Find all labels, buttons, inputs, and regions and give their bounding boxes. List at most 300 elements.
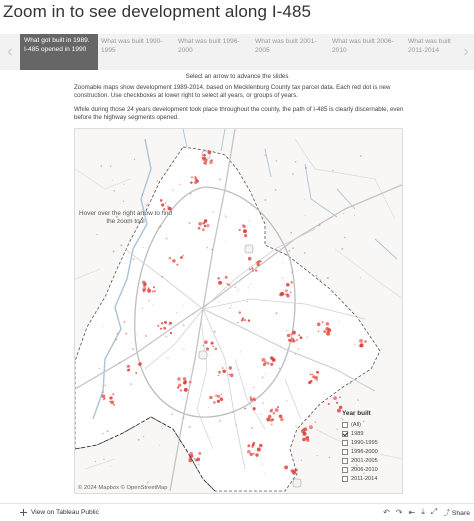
- development-dot: [247, 450, 251, 454]
- legend-item-label: 2006-2010: [351, 466, 378, 473]
- development-dot: [101, 394, 105, 398]
- development-dot: [210, 354, 211, 355]
- legend-item-label: 2011-2014: [351, 475, 378, 482]
- development-dot: [268, 415, 272, 419]
- development-dot: [191, 176, 193, 178]
- development-dot: [218, 371, 221, 374]
- development-dot: [190, 193, 192, 195]
- development-dot: [364, 340, 367, 343]
- development-dot: [204, 219, 207, 222]
- development-dot: [142, 289, 144, 291]
- development-dot: [189, 381, 192, 384]
- development-dot: [143, 247, 144, 248]
- development-dot: [217, 400, 220, 403]
- development-dot: [319, 279, 321, 281]
- legend-item-label: 1996-2000: [351, 448, 378, 455]
- development-dot: [360, 277, 361, 278]
- development-dot: [298, 334, 300, 336]
- development-dot: [142, 194, 143, 195]
- development-dot: [159, 445, 160, 446]
- development-dot: [167, 357, 168, 358]
- development-dot: [263, 363, 266, 366]
- development-dot: [143, 436, 144, 437]
- development-dot: [204, 340, 208, 344]
- development-dot: [188, 458, 192, 462]
- development-dot: [109, 396, 112, 399]
- development-dot: [255, 270, 257, 272]
- development-dot: [158, 227, 159, 228]
- development-dot: [172, 189, 173, 190]
- development-dot: [316, 455, 317, 456]
- development-dot: [198, 464, 199, 465]
- development-dot: [225, 384, 226, 385]
- development-dot: [316, 275, 318, 277]
- share-label: Share: [451, 510, 470, 517]
- development-dot: [193, 314, 194, 315]
- development-dot: [115, 310, 116, 311]
- development-dot: [102, 433, 104, 435]
- development-dot: [254, 410, 255, 411]
- development-dot: [202, 157, 204, 159]
- development-dot: [232, 412, 233, 413]
- development-dot: [182, 255, 184, 257]
- development-dot: [280, 418, 284, 422]
- development-dot: [304, 199, 305, 200]
- development-dot: [273, 412, 275, 414]
- development-dot: [176, 312, 177, 313]
- development-dot: [306, 439, 309, 442]
- development-dot: [354, 344, 355, 345]
- development-dot: [332, 170, 334, 172]
- development-dot: [343, 213, 344, 214]
- development-dot: [214, 331, 216, 333]
- development-dot: [160, 328, 162, 330]
- development-dot: [190, 369, 191, 370]
- development-dot: [113, 404, 115, 406]
- development-dot: [270, 409, 273, 412]
- legend-checkbox[interactable]: [342, 440, 348, 446]
- next-arrow-icon[interactable]: ›: [463, 43, 469, 60]
- development-dot: [165, 202, 166, 203]
- development-dot: [298, 348, 299, 349]
- development-dot: [306, 337, 307, 338]
- previous-arrow-icon[interactable]: ‹: [7, 43, 13, 60]
- development-dot: [296, 339, 298, 341]
- development-dot: [265, 374, 266, 375]
- legend-item[interactable]: [342, 429, 404, 438]
- development-dot: [285, 289, 288, 292]
- development-dot: [198, 227, 201, 230]
- development-dot: [204, 225, 206, 227]
- development-dot: [270, 418, 273, 421]
- development-dot: [119, 362, 120, 363]
- development-dot: [262, 358, 266, 362]
- development-dot: [339, 396, 341, 398]
- development-dot: [309, 416, 311, 418]
- development-dot: [339, 406, 342, 409]
- hover-note: Hover over the right arrow to find the zoom tool: [78, 210, 173, 226]
- development-dot: [202, 154, 203, 155]
- development-dot: [253, 397, 256, 400]
- development-dot: [248, 257, 251, 260]
- story-point-2006-2010[interactable]: What was built 2006-2010: [332, 38, 394, 54]
- legend-item[interactable]: [342, 447, 404, 456]
- development-dot: [169, 324, 171, 326]
- development-dot: [183, 324, 185, 326]
- development-dot: [261, 464, 262, 465]
- development-dot: [303, 427, 307, 431]
- development-dot: [251, 427, 253, 429]
- development-dot: [313, 376, 314, 377]
- footer-bar: [0, 503, 474, 521]
- legend-item-label: 2001-2005: [351, 457, 378, 464]
- development-dot: [161, 426, 162, 427]
- development-dot: [271, 424, 273, 426]
- development-dot: [292, 471, 296, 475]
- development-dot: [240, 351, 241, 352]
- development-dot: [293, 339, 296, 342]
- development-dot: [113, 251, 115, 253]
- page-title: Zoom in to see development along I-485: [3, 2, 312, 21]
- development-dot: [115, 339, 117, 341]
- development-dot: [240, 182, 241, 183]
- footer-toolbar: [383, 507, 470, 517]
- development-dot: [286, 283, 290, 287]
- development-dot: [228, 284, 230, 286]
- development-dot: [253, 453, 255, 455]
- development-dot: [265, 473, 266, 474]
- development-dot: [247, 444, 250, 447]
- development-dot: [239, 369, 240, 370]
- development-dot: [218, 281, 222, 285]
- development-dot: [179, 184, 180, 185]
- development-dot: [246, 301, 248, 303]
- development-dot: [162, 428, 163, 429]
- development-dot: [153, 304, 154, 305]
- development-dot: [120, 244, 122, 246]
- development-dot: [112, 180, 113, 181]
- story-point-1990-1995[interactable]: What was built 1990-1995: [101, 38, 163, 54]
- redo-icon[interactable]: ↷: [395, 507, 403, 517]
- development-dot: [127, 333, 128, 334]
- development-dot: [250, 396, 252, 398]
- development-dot: [237, 322, 238, 323]
- development-dot: [284, 293, 286, 295]
- development-dot: [173, 260, 174, 261]
- development-dot: [360, 343, 364, 347]
- development-dot: [290, 232, 292, 234]
- development-dot: [167, 206, 169, 208]
- legend-item[interactable]: [342, 474, 404, 483]
- development-dot: [206, 224, 209, 227]
- development-dot: [275, 189, 277, 191]
- development-dot: [104, 385, 106, 387]
- development-dot: [284, 465, 288, 469]
- development-dot: [338, 321, 339, 322]
- development-dot: [112, 393, 114, 395]
- development-dot: [95, 461, 96, 462]
- development-dot: [148, 300, 150, 302]
- development-dot: [244, 408, 246, 410]
- development-dot: [317, 322, 321, 326]
- development-dot: [154, 290, 156, 292]
- development-dot: [169, 257, 172, 260]
- development-dot: [295, 426, 296, 427]
- instruction-text: Select an arrow to advance the slides: [185, 73, 289, 80]
- development-dot: [224, 215, 225, 216]
- development-dot: [194, 176, 196, 178]
- development-dot: [138, 363, 141, 366]
- development-dot: [198, 222, 202, 226]
- development-dot: [244, 234, 247, 237]
- development-dot: [264, 199, 266, 201]
- legend-checkbox[interactable]: [342, 422, 348, 428]
- undo-icon[interactable]: ↶: [383, 507, 390, 517]
- development-dot: [242, 224, 244, 226]
- development-dot: [166, 336, 168, 338]
- development-dot: [300, 336, 303, 339]
- development-dot: [202, 228, 205, 231]
- development-dot: [286, 330, 287, 331]
- development-dot: [336, 402, 338, 404]
- development-dot: [249, 220, 250, 221]
- development-dot: [194, 458, 196, 460]
- development-dot: [290, 333, 292, 335]
- development-dot: [229, 366, 232, 369]
- development-dot: [307, 436, 309, 438]
- development-dot: [277, 406, 279, 408]
- development-dot: [244, 181, 245, 182]
- development-dot: [218, 277, 220, 279]
- legend-checkbox[interactable]: [342, 449, 348, 455]
- development-dot: [249, 268, 251, 270]
- revert-icon[interactable]: ⇤: [408, 507, 416, 517]
- development-dot: [208, 151, 212, 155]
- development-dot: [103, 459, 104, 460]
- development-dot: [123, 321, 125, 323]
- development-dot: [252, 444, 254, 446]
- development-dot: [287, 334, 290, 337]
- development-dot: [214, 347, 217, 350]
- map-attribution[interactable]: © 2024 Mapbox © OpenStreetMap: [78, 485, 168, 491]
- development-dot: [243, 229, 247, 233]
- development-dot: [281, 292, 284, 295]
- development-dot: [260, 261, 262, 263]
- development-dot: [133, 258, 135, 260]
- development-dot: [231, 305, 232, 306]
- development-dot: [180, 389, 182, 391]
- development-dot: [237, 289, 238, 290]
- development-dot: [288, 250, 290, 252]
- development-dot: [184, 388, 188, 392]
- development-dot: [96, 234, 97, 235]
- development-dot: [219, 420, 221, 422]
- development-dot: [114, 190, 116, 192]
- development-dot: [318, 331, 320, 333]
- development-dot: [302, 428, 303, 429]
- development-dot: [270, 356, 274, 360]
- development-dot: [292, 173, 294, 175]
- development-dot: [290, 292, 291, 293]
- development-dot: [164, 321, 167, 324]
- development-dot: [295, 354, 296, 355]
- development-dot: [260, 413, 261, 414]
- development-dot: [333, 396, 337, 400]
- development-dot: [218, 375, 219, 376]
- development-dot: [109, 400, 111, 402]
- development-dot: [262, 402, 263, 403]
- development-dot: [181, 256, 183, 258]
- development-dot: [270, 363, 273, 366]
- development-dot: [325, 285, 326, 286]
- development-dot: [178, 384, 181, 387]
- development-dot: [250, 398, 253, 401]
- development-dot: [203, 154, 206, 157]
- description-paragraph-2: While during those 24 years development took place throughout the county, the path of I-485 is clearly discernable, even before the highway segments opened.: [74, 106, 404, 122]
- development-dot: [116, 333, 118, 335]
- development-dot: [236, 424, 237, 425]
- development-dot: [251, 267, 253, 269]
- development-dot: [183, 349, 184, 350]
- development-dot: [177, 386, 179, 388]
- legend-item[interactable]: [342, 456, 404, 465]
- development-dot: [257, 261, 259, 263]
- development-dot: [360, 155, 362, 157]
- development-dot: [212, 211, 213, 212]
- download-icon[interactable]: ⤓: [421, 507, 425, 516]
- development-dot: [292, 247, 294, 249]
- development-dot: [134, 159, 136, 161]
- development-dot: [209, 160, 213, 164]
- development-dot: [316, 371, 319, 374]
- development-dot: [215, 394, 218, 397]
- development-dot: [265, 154, 266, 155]
- development-dot: [304, 433, 306, 435]
- story-point-2011-2014[interactable]: What was built 2011-2014: [408, 38, 451, 54]
- year-built-legend: [342, 410, 404, 483]
- development-dot: [213, 401, 216, 404]
- development-dot: [146, 204, 148, 206]
- development-dot: [230, 373, 234, 377]
- development-dot: [310, 381, 312, 383]
- development-dot: [228, 374, 229, 375]
- development-dot: [279, 367, 281, 369]
- development-dot: [143, 283, 146, 286]
- development-dot: [198, 452, 201, 455]
- legend-item-label: (All): [351, 421, 361, 428]
- development-dot: [286, 400, 287, 401]
- development-dot: [132, 348, 134, 350]
- development-dot: [183, 417, 184, 418]
- development-dot: [344, 237, 346, 239]
- development-dot: [205, 161, 207, 163]
- development-dot: [225, 276, 228, 279]
- development-dot: [220, 397, 223, 400]
- development-dot: [220, 393, 221, 394]
- development-dot: [275, 408, 279, 412]
- legend-title: Year built: [342, 410, 371, 417]
- development-dot: [117, 276, 118, 277]
- development-dot: [292, 331, 296, 335]
- development-dot: [123, 201, 124, 202]
- development-dot: [327, 277, 329, 279]
- development-dot: [186, 155, 187, 156]
- development-dot: [326, 322, 329, 325]
- development-dot: [315, 421, 317, 423]
- development-dot: [239, 229, 241, 231]
- legend-checkbox[interactable]: [342, 467, 348, 473]
- share-button[interactable]: [443, 507, 470, 517]
- development-dot: [206, 347, 209, 350]
- development-dot: [208, 407, 209, 408]
- development-dot: [135, 372, 137, 374]
- development-dot: [143, 291, 144, 292]
- development-dot: [276, 160, 278, 162]
- development-dot: [127, 369, 130, 372]
- development-dot: [203, 345, 204, 346]
- development-dot: [248, 287, 249, 288]
- story-point-1989[interactable]: What got built in 1989. I-485 opened in 1990: [20, 34, 98, 70]
- development-dot: [102, 326, 103, 327]
- development-dot: [311, 374, 313, 376]
- story-point-2001-2005[interactable]: What was built 2001-2005: [255, 38, 317, 54]
- legend-item[interactable]: [342, 420, 404, 429]
- legend-item[interactable]: [342, 465, 404, 474]
- view-on-tableau-label: View on Tableau Public: [31, 509, 99, 516]
- story-point-1996-2000[interactable]: What was built 1996-2000: [178, 38, 240, 54]
- development-dot: [267, 362, 270, 365]
- development-dot: [248, 319, 250, 321]
- development-dot: [189, 222, 191, 224]
- development-dot: [341, 248, 343, 250]
- legend-checkbox[interactable]: [342, 458, 348, 464]
- development-dot: [225, 240, 226, 241]
- development-dot: [244, 319, 246, 321]
- development-dot: [147, 482, 148, 483]
- development-dot: [235, 287, 237, 289]
- development-dot: [211, 249, 213, 251]
- development-dot: [189, 426, 191, 428]
- development-dot: [336, 429, 337, 430]
- development-dot: [110, 465, 111, 466]
- development-dot: [145, 335, 147, 337]
- development-dot: [226, 283, 228, 285]
- development-dot: [166, 238, 168, 240]
- development-dot: [322, 321, 324, 323]
- development-dot: [171, 413, 173, 415]
- development-dot: [138, 439, 140, 441]
- development-dot: [153, 286, 155, 288]
- development-dot: [359, 339, 363, 343]
- development-dot: [339, 410, 341, 412]
- development-dot: [357, 399, 359, 401]
- legend-checkbox[interactable]: [342, 476, 348, 482]
- development-dot: [176, 264, 178, 266]
- development-dot: [212, 346, 214, 348]
- development-dot: [241, 319, 243, 321]
- tableau-logo-icon: [20, 509, 27, 516]
- development-dot: [349, 382, 351, 384]
- fullscreen-icon[interactable]: ⤢: [430, 507, 438, 516]
- legend-item-label: 1989: [351, 430, 364, 437]
- development-dot: [259, 444, 262, 447]
- development-dot: [148, 287, 150, 289]
- view-on-tableau-link[interactable]: [20, 509, 99, 516]
- development-dot: [239, 311, 241, 313]
- development-dot: [323, 330, 326, 333]
- legend-checkbox[interactable]: [342, 431, 348, 437]
- legend-item[interactable]: [342, 438, 404, 447]
